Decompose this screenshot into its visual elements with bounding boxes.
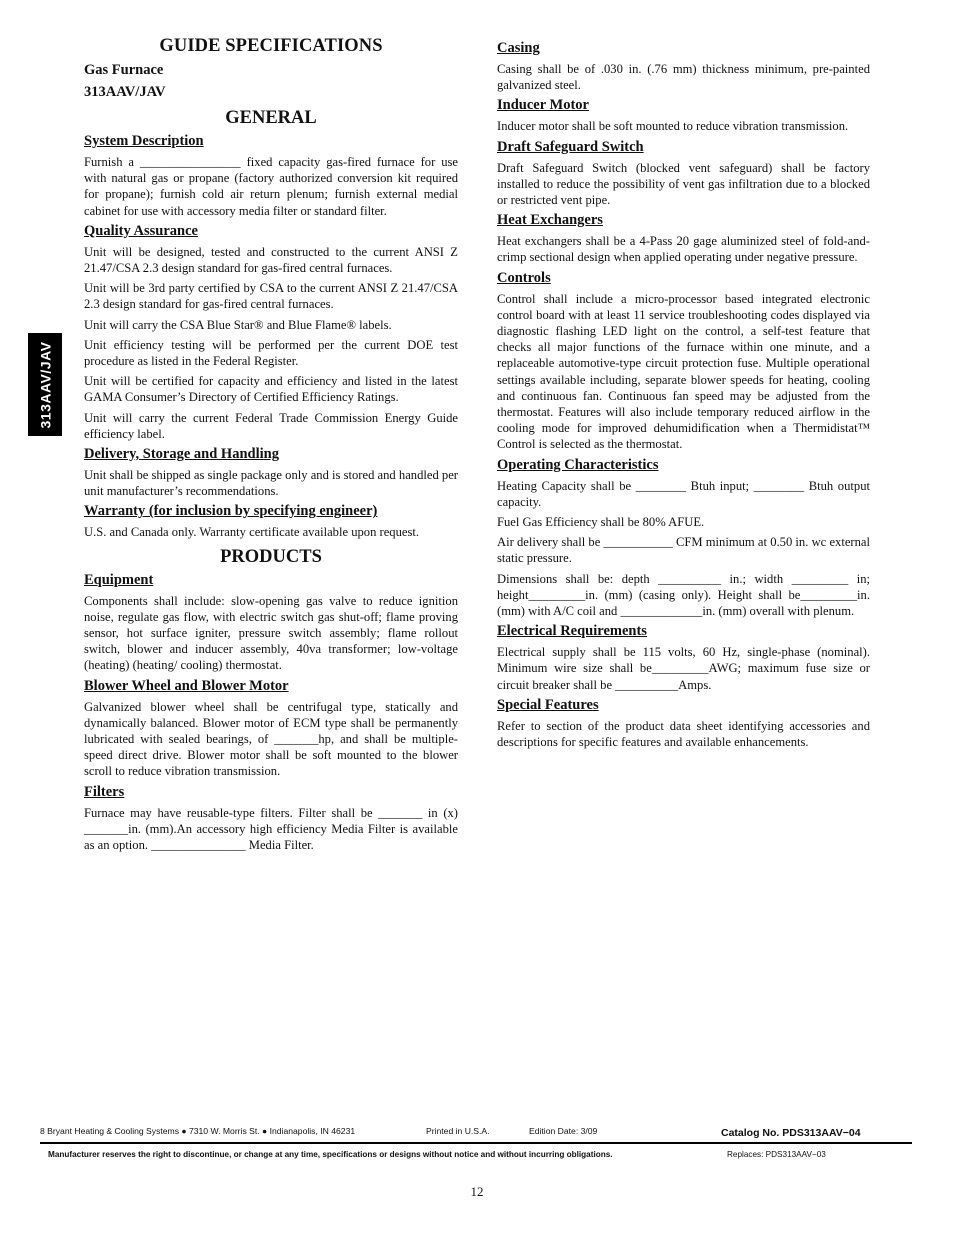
casing-heading: Casing <box>497 40 540 56</box>
equipment-text: Components shall include: slow-opening gas valve to reduce ignition noise, regulate gas flow, with electric switch gas shut-off; flame proving sensor, hot surface igniter, pressure switch assembly; flame rollout switch, blower and inducer assembly, 40va transformer; low-voltage (heating) (heating/ cooling) thermostat. <box>84 593 458 673</box>
heat-exchangers-heading: Heat Exchangers <box>497 212 603 229</box>
doc-subtitle-product: Gas Furnace <box>84 62 164 78</box>
operating-p4: Dimensions shall be: depth __________ in.; width _________ in; height_________in. (mm) (casing only). Height shall be_________in. (mm) with A/C coil and _____________in. (mm) overall with plenum. <box>497 571 870 619</box>
left-column <box>84 36 458 857</box>
side-tab-label: 313AAV/JAV <box>37 341 53 428</box>
doc-subtitle-model: 313AAV/JAV <box>84 84 166 100</box>
footer-divider <box>40 1142 912 1144</box>
quality-assurance-p4: Unit efficiency testing will be performed per the current DOE test procedure as listed in the Federal Register. <box>84 337 458 369</box>
special-features-heading: Special Features <box>497 696 599 713</box>
quality-assurance-p3: Unit will carry the CSA Blue Star® and Blue Flame® labels. <box>84 317 392 332</box>
operating-heading: Operating Characteristics <box>497 456 659 473</box>
quality-assurance-p1: Unit will be designed, tested and constructed to the current ANSI Z 21.47/CSA 2.3 design standard for gas-fired central furnaces. <box>84 244 458 276</box>
special-features-text: Refer to section of the product data sheet identifying accessories and descriptions for specific features and available enhancements. <box>497 718 870 750</box>
filters-text: Furnace may have reusable-type filters. Filter shall be _______ in (x) _______in. (mm).An accessory high efficiency Media Filter is available as an option. _______________ Media Filter. <box>84 805 458 853</box>
blower-text: Galvanized blower wheel shall be centrifugal type, statically and dynamically balanced. Blower motor of ECM type shall be permanently lubricated with sealed bearings, of _______hp, and shall be multiple-speed direct drive. Blower motor shall be soft mounted to the blower scroll to reduce vibration transmission. <box>84 699 458 779</box>
footer-company: 8 Bryant Heating & Cooling Systems ● 7310 W. Morris St. ● Indianapolis, IN 46231 <box>40 1126 356 1136</box>
filters-heading: Filters <box>84 783 125 800</box>
warranty-heading: Warranty (for inclusion by specifying engineer) <box>84 503 378 520</box>
quality-assurance-p2: Unit will be 3rd party certified by CSA to the current ANSI Z 21.47/CSA 2.3 design standard for gas-fired central furnaces. <box>84 281 458 312</box>
operating-p2: Fuel Gas Efficiency shall be 80% AFUE. <box>497 515 705 530</box>
system-description-heading: System Description <box>84 133 204 149</box>
delivery-heading: Delivery, Storage and Handling <box>84 446 279 463</box>
draft-safeguard-text: Draft Safeguard Switch (blocked vent safeguard) shall be factory installed to reduce the possibility of vent gas infiltration due to a blocked or restricted vent pipe. <box>497 160 870 208</box>
casing-text: Casing shall be of .030 in. (.76 mm) thickness minimum, pre-painted galvanized steel. <box>497 62 870 93</box>
inducer-text: Inducer motor shall be soft mounted to reduce vibration transmission. <box>497 119 849 134</box>
electrical-heading: Electrical Requirements <box>497 623 647 640</box>
system-description-text: Furnish a ________________ fixed capacity gas-fired furnace for use with natural gas or propane (factory authorized conversion kit required for propane); furnish cold air return plenum; furnish external medial cabinet for use with accessory media filter or standard filter. <box>84 155 458 218</box>
warranty-text: U.S. and Canada only. Warranty certificate available upon request. <box>84 525 420 540</box>
controls-heading: Controls <box>497 269 551 286</box>
section-products-title: PRODUCTS <box>220 546 322 567</box>
operating-p1: Heating Capacity shall be ________ Btuh input; ________ Btuh output capacity. <box>497 478 870 509</box>
page-number: 12 <box>470 1184 484 1199</box>
footer-printed: Printed in U.S.A. <box>426 1126 490 1136</box>
heat-exchangers-text: Heat exchangers shall be a 4-Pass 20 gage aluminized steel of fold-and-crimp sectional design when applied operating under negative pressure. <box>497 234 870 265</box>
footer-replaces: Replaces: PDS313AAV−03 <box>727 1150 826 1159</box>
equipment-heading: Equipment <box>84 571 154 588</box>
blower-heading: Blower Wheel and Blower Motor <box>84 677 289 694</box>
quality-assurance-p5: Unit will be certified for capacity and efficiency and listed in the latest GAMA Consumer’s Directory of Certified Efficiency Ratings. <box>84 374 458 405</box>
controls-text: Control shall include a micro-processor based integrated electronic control board with at least 11 service troubleshooting codes displayed via diagnostic flashing LED light on the control, a self-test feature that checks all major functions of the furnace within one minute, and a replaceable automotive-type circuit protection fuse. Multiple operational settings available including, separate blower speeds for heating, cooling and continuous fan. Continuous fan speed may be adjusted from the thermostat. Features will also include temporary reduced airflow in the cooling mode for improved dehumidification when a Thermidistat™ Control is selected as the thermostat. <box>497 291 870 452</box>
quality-assurance-heading: Quality Assurance <box>84 222 198 239</box>
side-tab <box>28 333 62 436</box>
operating-p3: Air delivery shall be ___________ CFM minimum at 0.50 in. wc external static pressure. <box>497 535 870 566</box>
quality-assurance-p6: Unit will carry the current Federal Trade Commission Energy Guide efficiency label. <box>84 410 458 441</box>
footer-catalog: Catalog No. PDS313AAV−04 <box>721 1127 861 1139</box>
doc-title: GUIDE SPECIFICATIONS <box>159 36 383 56</box>
delivery-text: Unit shall be shipped as single package only and is stored and handled per unit manufacturer’s recommendations. <box>84 468 458 499</box>
draft-safeguard-heading: Draft Safeguard Switch <box>497 138 644 155</box>
footer-disclaimer: Manufacturer reserves the right to discontinue, or change at any time, specifications or designs without notice and without incurring obligations. <box>48 1150 613 1159</box>
inducer-heading: Inducer Motor <box>497 97 589 114</box>
footer-edition: Edition Date: 3/09 <box>529 1126 598 1136</box>
right-column <box>497 36 870 754</box>
electrical-text: Electrical supply shall be 115 volts, 60 Hz, single-phase (nominal). Minimum wire size shall be_________AWG; maximum fuse size or circuit breaker shall be __________Amps. <box>497 645 870 692</box>
section-general-title: GENERAL <box>225 108 317 128</box>
